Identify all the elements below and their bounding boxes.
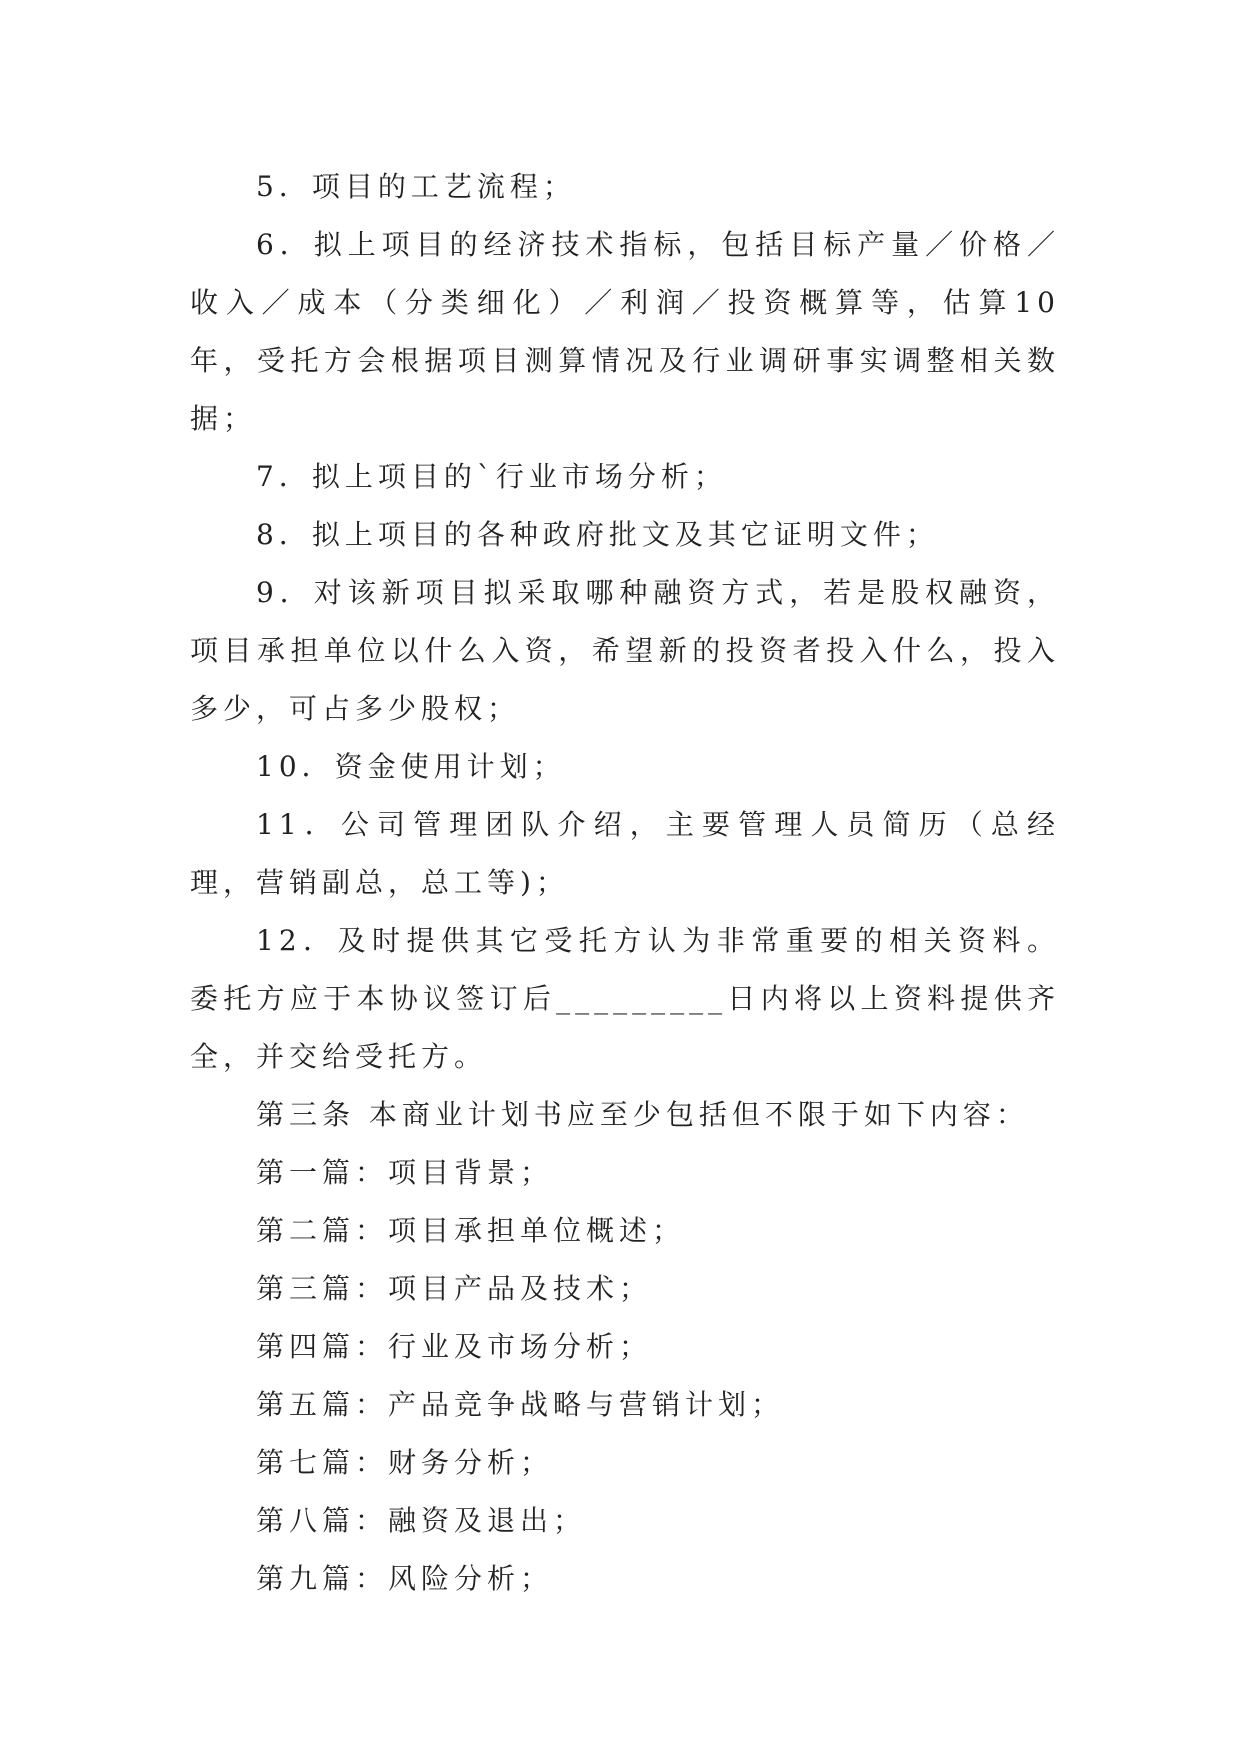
paragraph-item-7: 7．拟上项目的`行业市场分析；	[256, 460, 727, 493]
paragraph-item-9: 9．对该新项目拟采取哪种融资方式，若是股权融资，项目承担单位以什么入资，希望新的投资者投入什么，投入多少，可占多少股权；	[190, 576, 1060, 725]
document-body	[190, 158, 1060, 1608]
paragraph-item-11: 11．公司管理团队介绍，主要管理人员简历（总经理，营销副总，总工等)；	[190, 808, 1060, 899]
article-three-heading: 第三条 本商业计划书应至少包括但不限于如下内容：	[256, 1098, 1029, 1131]
paragraph-item-5: 5．项目的工艺流程；	[256, 170, 576, 203]
chapter-eight: 第八篇：融资及退出；	[256, 1504, 587, 1537]
chapter-four: 第四篇：行业及市场分析；	[256, 1330, 653, 1363]
paragraph-item-8: 8．拟上项目的各种政府批文及其它证明文件；	[256, 518, 939, 551]
chapter-five: 第五篇：产品竞争战略与营销计划；	[256, 1388, 785, 1421]
paragraph-item-10: 10．资金使用计划；	[256, 750, 566, 783]
chapter-three: 第三篇：项目产品及技术；	[256, 1272, 653, 1305]
chapter-two: 第二篇：项目承担单位概述；	[256, 1214, 686, 1247]
chapter-seven: 第七篇：财务分析；	[256, 1446, 554, 1479]
chapter-nine: 第九篇：风险分析；	[256, 1562, 554, 1595]
paragraph-item-12: 12．及时提供其它受托方认为非常重要的相关资料。委托方应于本协议签订后_________日内将以上资料提供齐全，并交给受托方。	[190, 924, 1060, 1073]
chapter-one: 第一篇：项目背景；	[256, 1156, 554, 1189]
paragraph-item-6: 6．拟上项目的经济技术指标，包括目标产量／价格／收入／成本（分类细化）／利润／投资概算等，估算10年，受托方会根据项目测算情况及行业调研事实调整相关数据；	[190, 228, 1060, 435]
